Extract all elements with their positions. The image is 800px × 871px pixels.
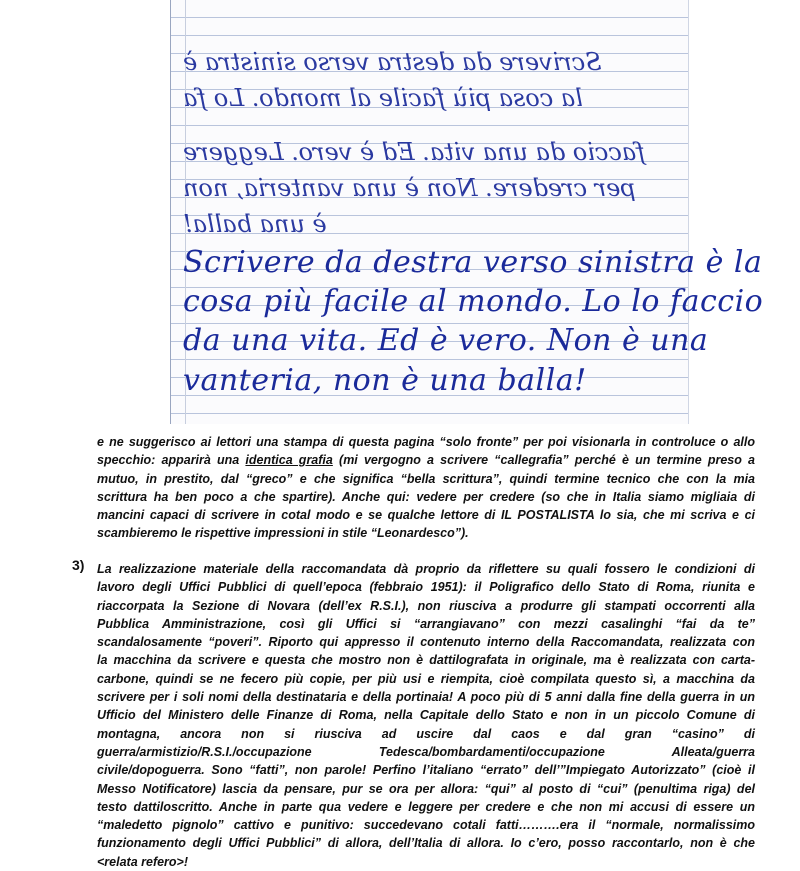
text-segment: specchio: apparirà una xyxy=(97,453,246,468)
text-line: scrivere per i soli nomi della destinataria e della portinaia! A poco più di 5 anni dalla fine della guerra in un xyxy=(97,690,755,705)
normal-handwriting-line: cosa più facile al mondo. Lo lo faccio xyxy=(183,284,764,319)
text-line: Messo Notificatore) lascia da pensare, pur se ora per allora: “qui” al posto di “cui” (penultima riga) del xyxy=(97,781,755,796)
text-line xyxy=(97,451,755,469)
text-line: la macchina da scrivere e questa che mostro non è dattilografata in originale, ma è realizzata con carta- xyxy=(97,653,755,668)
text-line: riaccorpata la Sezione di Novara (dell’ex R.S.I.), non riusciva a produrre gli stampati occorrenti alla xyxy=(97,598,755,613)
text-line: scandalosamente “poveri”. Riporto qui appresso il contenuto interno della Raccomandata, realizzata con xyxy=(97,635,755,650)
mirrored-handwriting-line: è una balla! xyxy=(183,210,327,238)
text-line: “maledetto pignolo” cattivo e punitivo: succedevano cotali fatti……….era il “normale, normalissimo xyxy=(97,818,755,833)
text-line: guerra/armistizio/R.S.I./occupazione Tedesca/bombardamenti/occupazione Alleata/guerra xyxy=(97,744,755,759)
text-line: La realizzazione materiale della raccomandata dà proprio da riflettere su quali fossero le condizioni di xyxy=(97,562,755,576)
handwriting-image xyxy=(170,0,764,424)
normal-handwriting-line: Scrivere da destra verso sinistra è la xyxy=(183,245,763,280)
text-line: funzionamento degli Uffici Pubblici” di allora, dell’Italia di allora. Io c’ero, posso raccontarlo, non è che xyxy=(97,836,755,851)
text-line: scrittura ha ben poco a che spartire). Anche qui: vedere per credere (so che in Italia siamo migliaia di xyxy=(97,489,755,504)
text-segment: (mi vergogno a scrivere “callegrafia” perché è un termine preso a xyxy=(332,453,756,468)
paragraph-mirror-reading xyxy=(97,433,755,543)
mirrored-handwriting-line: per credere. Non è una vanteria, non xyxy=(183,174,636,202)
mirrored-handwriting-line: la cosa più facile al mondo. Lo fa xyxy=(183,84,583,112)
text-line: e ne suggerisco ai lettori una stampa di questa pagina “solo fronte” per poi visionarla in controluce o allo xyxy=(97,435,755,449)
text-line: mutuo, in prestito, dal “greco” e che significa “bella scrittura”, quindi termine tecnico che con la mia xyxy=(97,471,755,486)
normal-handwriting-line: vanteria, non è una balla! xyxy=(183,363,587,398)
text-line: Pubblica Amministrazione, così gli Uffici si “arrangiavano” con mezzi casalinghi “fai da te” xyxy=(97,616,755,631)
underlined-phrase: identica grafia xyxy=(245,453,333,468)
paragraph-number: 3) xyxy=(72,557,85,573)
text-line: lavoro degli Uffici Pubblici di quell’epoca (febbraio 1951): il Poligrafico dello Stato di Roma, riunita e xyxy=(97,580,755,595)
text-line: testo dattiloscritto. Anche in parte qua vedere e leggere per credere e che non mi accusi di essere un xyxy=(97,799,755,814)
normal-handwriting-line: da una vita. Ed è vero. Non è una xyxy=(183,323,709,358)
text-line: carbone, quindi se ne fecero più copie, per più usi e riempita, cioè compilata questo sì, a macchina da xyxy=(97,671,755,686)
paragraph-raccomandata xyxy=(97,560,755,871)
text-line: mancini capaci di scrivere in cotal modo e se qualche lettore di IL POSTALISTA lo sia, che mi scriva e ci xyxy=(97,508,755,523)
text-line: civile/dopoguerra. Sono “fatti”, non parole! Perfino l’italiano “errato” dell’”Impiegato Autorizzato” (cioè il xyxy=(97,763,755,778)
mirrored-handwriting-line: faccio da una vita. Ed è vero. Leggere xyxy=(183,138,646,166)
text-line: montagna, ancora non si riusciva ad uscire dal caos e dal gran “casino” di xyxy=(97,726,755,741)
text-line: Ufficio del Ministero delle Finanze di Roma, nella Capitale dello Stato e non in un piccolo Comune di xyxy=(97,708,755,723)
mirrored-handwriting-line: Scrivere da destra verso sinistra è xyxy=(183,48,602,76)
text-line: scambieremo le rispettive impressioni in stile “Leonardesco”). xyxy=(97,526,469,541)
text-line: <relata refero>! xyxy=(97,854,189,869)
